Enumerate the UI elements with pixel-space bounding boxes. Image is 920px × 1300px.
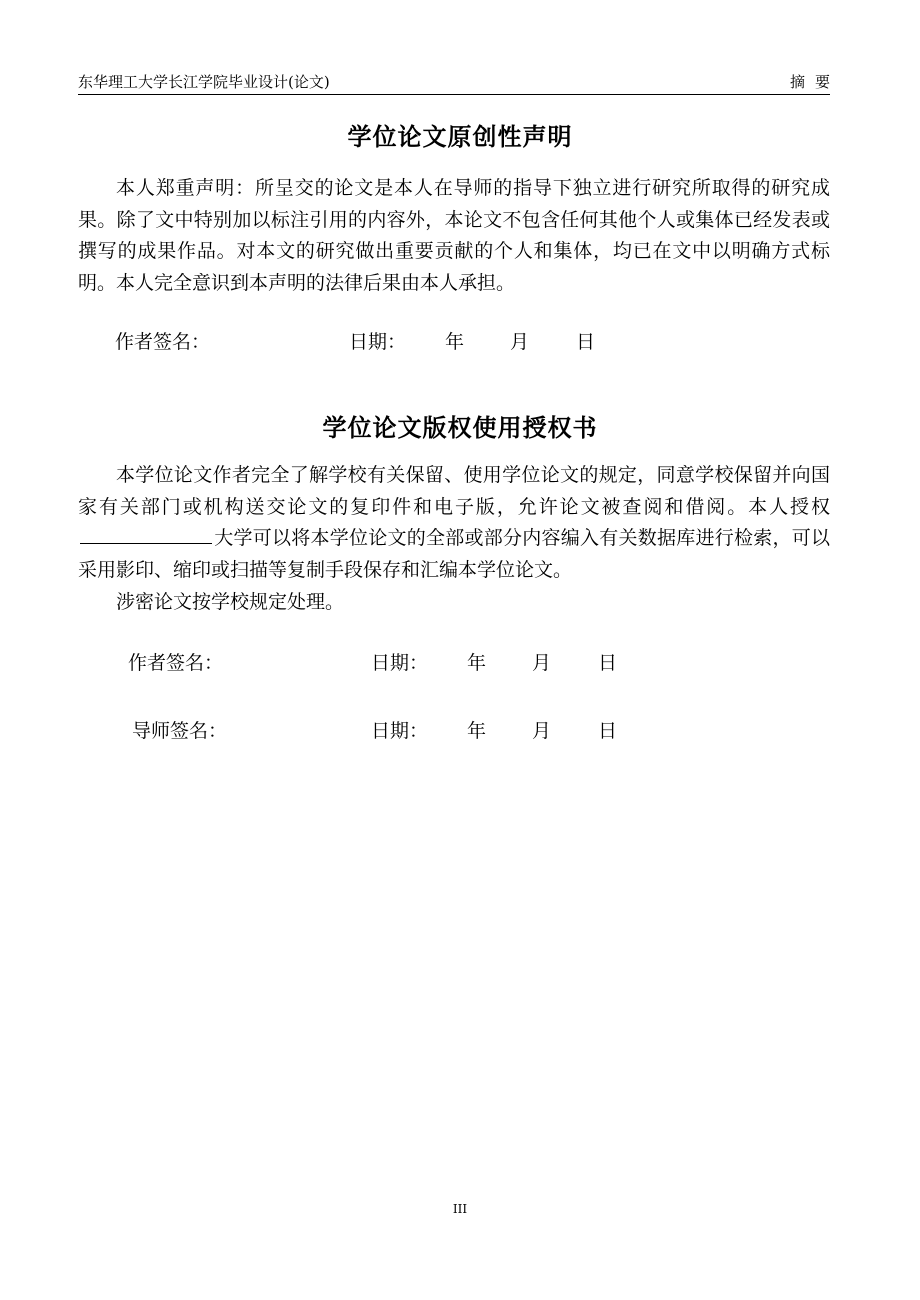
day-label-2: 日 (598, 652, 618, 674)
day-label-1: 日 (576, 331, 596, 353)
university-blank-field[interactable] (80, 525, 212, 544)
date-label-2: 日期： (371, 652, 429, 674)
date-label-1: 日期： (349, 331, 407, 353)
year-label-1: 年 (445, 331, 465, 353)
author-sign-label-1: 作者签名： (115, 331, 211, 353)
page-number: III (452, 1202, 468, 1216)
page-header (78, 70, 840, 95)
month-label-3: 月 (532, 720, 552, 742)
month-label-1: 月 (510, 331, 530, 353)
month-label-2: 月 (532, 652, 552, 674)
advisor-sign-label: 导师签名： (132, 720, 228, 742)
copyright-authorization-paragraph (78, 460, 830, 586)
year-label-2: 年 (467, 652, 487, 674)
date-label-3: 日期： (371, 720, 429, 742)
classified-thesis-paragraph: 涉密论文按学校规定处理。 (116, 591, 345, 613)
author-sign-label-2: 作者签名： (128, 652, 224, 674)
authorization-text-a: 本学位论文作者完全了解学校有关保留、使用学位论文的规定，同意学校保留并向国家有关部门或机构送交论文的复印件和电子版，允许论文被查阅和借阅。本人授权 (78, 464, 830, 518)
day-label-3: 日 (598, 720, 618, 742)
copyright-authorization-title: 学位论文版权使用授权书 (322, 414, 598, 442)
authorization-text-b: 大学可以将本学位论文的全部或部分内容编入有关数据库进行检索，可以采用影印、缩印或扫描等复制手段保存和汇编本学位论文。 (78, 527, 830, 581)
header-left-text: 东华理工大学长江学院毕业设计(论文) (78, 73, 330, 91)
year-label-3: 年 (467, 720, 487, 742)
originality-declaration-paragraph: 本人郑重声明：所呈交的论文是本人在导师的指导下独立进行研究所取得的研究成果。除了文中特别加以标注引用的内容外，本论文不包含任何其他个人或集体已经发表或撰写的成果作品。对本文的研究做出重要贡献的个人和集体，均已在文中以明确方式标明。本人完全意识到本声明的法律后果由本人承担。 (78, 177, 830, 294)
header-right-text: 摘要 (789, 73, 840, 91)
originality-declaration-title: 学位论文原创性声明 (347, 123, 573, 151)
